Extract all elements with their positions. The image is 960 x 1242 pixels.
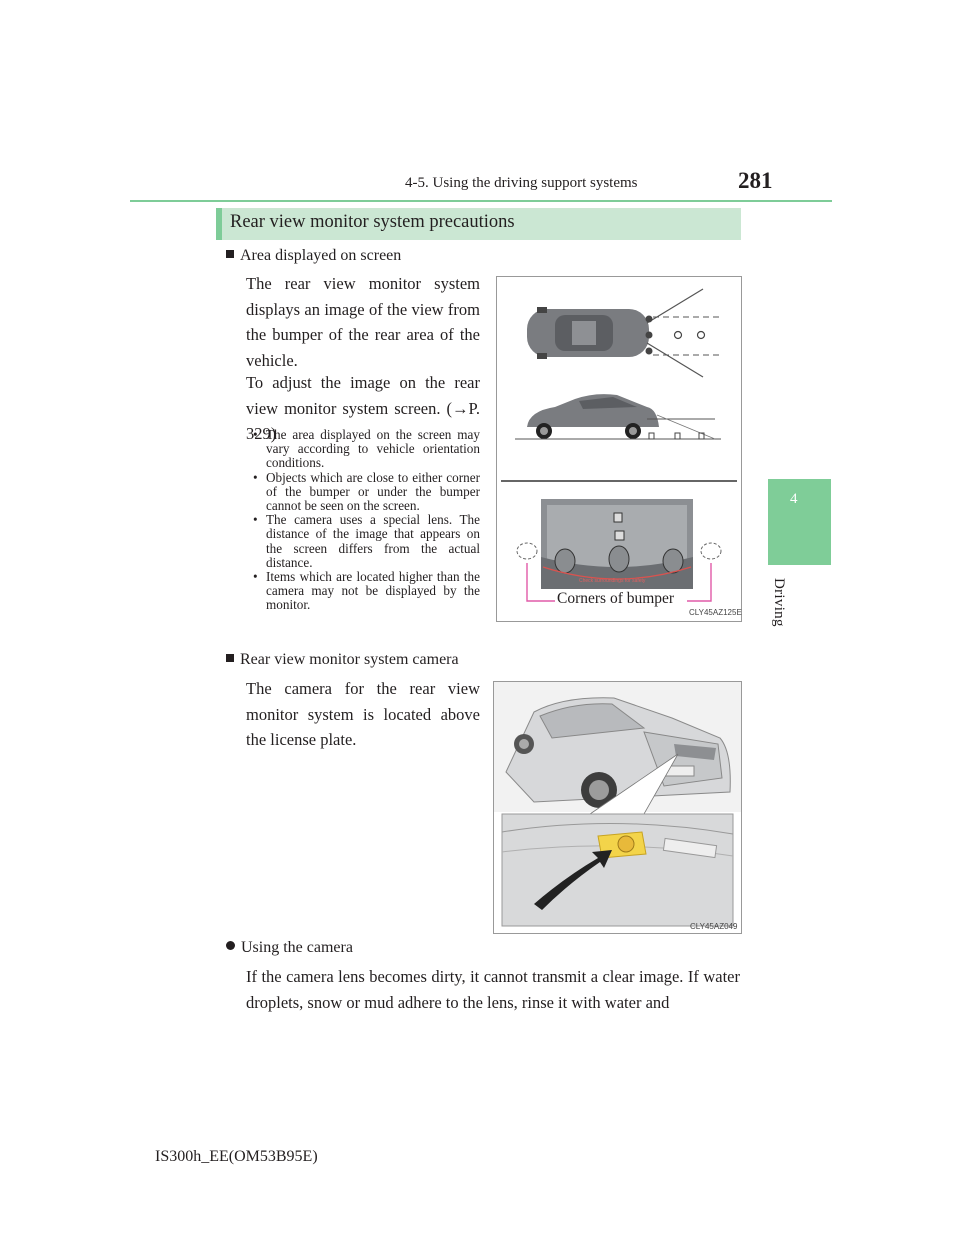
camera-figure [493,681,742,934]
using-heading [226,939,353,957]
camera-heading [226,651,459,669]
round-bullet-icon [226,941,235,950]
area-paragraph-2: To adjust the image on the rear view monitor system screen. (→P. 329) [246,373,480,443]
note-item: • Objects which are close to either corner of the bumper or under the bumper cannot be seen on the screen. [253,471,480,514]
note-item: • The area displayed on the screen may vary according to vehicle orientation conditions. [253,428,480,471]
area-paragraph-1: The rear view monitor system displays an image of the view from the bumper of the rear area of the vehicle. [246,274,480,370]
section-title: Rear view monitor system precautions [230,212,515,232]
car-side-view [527,394,659,439]
car-top-view [527,307,649,359]
camera-diagram [494,682,741,933]
area-notes [253,428,480,613]
monitor-warning-text: Check surroundings for safety [579,578,646,584]
area-heading-text: Area displayed on screen [240,247,402,264]
running-header: 4-5. Using the driving support systems [405,175,638,191]
camera-heading-text: Rear view monitor system camera [240,651,459,668]
area-heading [226,247,401,265]
using-paragraph: If the camera lens becomes dirty, it cannot transmit a clear image. If water droplets, snow or mud adhere to the lens, rinse it with water and [246,967,740,1012]
header-rule [130,200,832,202]
note-item: • The camera uses a special lens. The distance of the image that appears on the screen differs from the actual distance. [253,513,480,570]
camera-paragraph: The camera for the rear view monitor system is located above the license plate. [246,679,480,749]
figure-code: CLY45AZ049 [690,922,738,931]
square-bullet-icon [226,654,234,662]
square-bullet-icon [226,250,234,258]
area-figure [496,276,742,622]
chapter-tab [768,479,831,565]
page-number: 281 [738,168,773,193]
figure-code: CLY45AZ125E [689,608,742,617]
chapter-tab-label: Driving [771,578,787,627]
chapter-tab-number: 4 [790,491,798,507]
area-diagram [497,277,741,621]
corners-of-bumper-callout: Corners of bumper [557,590,675,607]
footer-model-code: IS300h_EE(OM53B95E) [155,1148,318,1165]
note-item: • Items which are located higher than the camera may not be displayed by the monitor. [253,570,480,613]
using-heading-text: Using the camera [241,939,353,956]
